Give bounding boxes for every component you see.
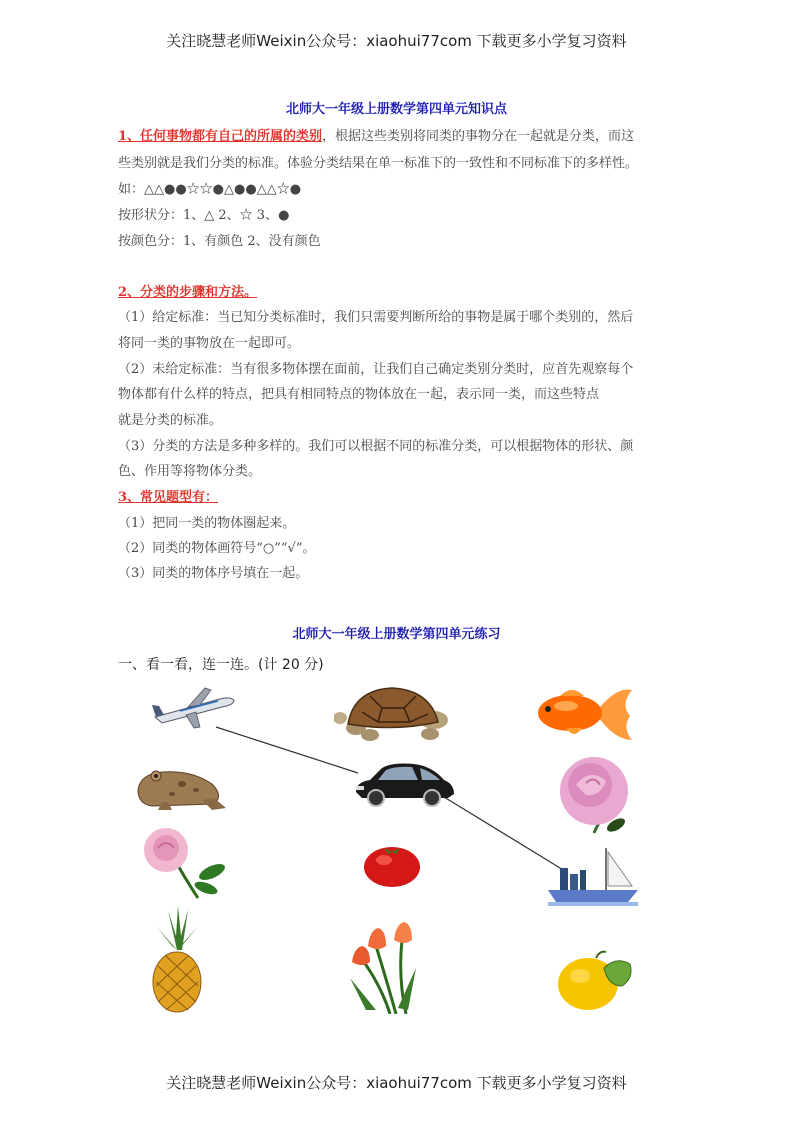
section3-heading: 3、常见题型有： xyxy=(118,490,219,505)
knowledge-title: 北师大一年级上册数学第四单元知识点 xyxy=(285,102,507,117)
section3-line1: （1）把同一类的物体圈起来。 xyxy=(118,516,296,531)
melon-icon xyxy=(556,946,636,1012)
section1-by-color: 按颜色分：1、有颜色 2、没有颜色 xyxy=(118,234,321,249)
section1-example: 如：△△●●☆☆●△●●△△☆● xyxy=(118,182,302,197)
section1-by-shape: 按形状分：1、△ 2、☆ 3、● xyxy=(118,208,290,223)
tomato-icon xyxy=(362,840,422,888)
ship-icon xyxy=(546,846,640,908)
section1-text: ，根据这些类别将同类的事物分在一起就是分类，而这 xyxy=(322,129,635,144)
tulip-icon xyxy=(346,918,426,1014)
section2-line2: 将同一类的事物放在一起即可。 xyxy=(118,336,301,351)
page-header: 关注晓慧老师Weixin公众号：xiaohui77com 下载更多小学复习资料 xyxy=(166,32,627,50)
section2-heading: 2、分类的步骤和方法。 xyxy=(118,285,258,300)
section1-line2: 些类别就是我们分类的标准。体验分类结果在单一标准下的一致性和不同标准下的多样性。 xyxy=(118,156,639,171)
question-1: 一、看一看，连一连。(计 20 分) xyxy=(118,657,324,673)
section2-line3: （2）未给定标准：当有很多物体摆在面前，让我们自己确定类别分类时，应首先观察每个 xyxy=(118,362,634,377)
airplane-icon xyxy=(150,685,236,730)
page-footer: 关注晓慧老师Weixin公众号：xiaohui77com 下载更多小学复习资料 xyxy=(166,1074,627,1092)
section2-line1: （1）给定标准：当已知分类标准时，我们只需要判断所给的事物是属于哪个类别的，然后 xyxy=(118,310,634,325)
pink-rose-icon xyxy=(546,755,642,837)
exercise-title: 北师大一年级上册数学第四单元练习 xyxy=(292,627,501,642)
goldfish-icon xyxy=(526,682,634,744)
section2-line5: 就是分类的标准。 xyxy=(118,413,223,428)
pineapple-icon xyxy=(148,906,206,1014)
section3-line3: （3）同类的物体序号填在一起。 xyxy=(118,566,309,581)
rose-flower-icon xyxy=(136,828,232,900)
turtle-icon xyxy=(334,682,452,744)
section1-heading: 1、任何事物都有自己的所属的类别 xyxy=(118,129,323,144)
section2-line4: 物体都有什么样的特点，把具有相同特点的物体放在一起，表示同一类，而这些特点 xyxy=(118,387,600,402)
section3-line2: （2）同类的物体画符号“○”“√”。 xyxy=(118,541,316,556)
section2-line6: （3）分类的方法是多种多样的。我们可以根据不同的标准分类，可以根据物体的形状、颜 xyxy=(118,439,634,454)
frog-icon xyxy=(132,762,228,810)
section2-line7: 色、作用等将物体分类。 xyxy=(118,464,262,479)
car-icon xyxy=(352,760,456,808)
